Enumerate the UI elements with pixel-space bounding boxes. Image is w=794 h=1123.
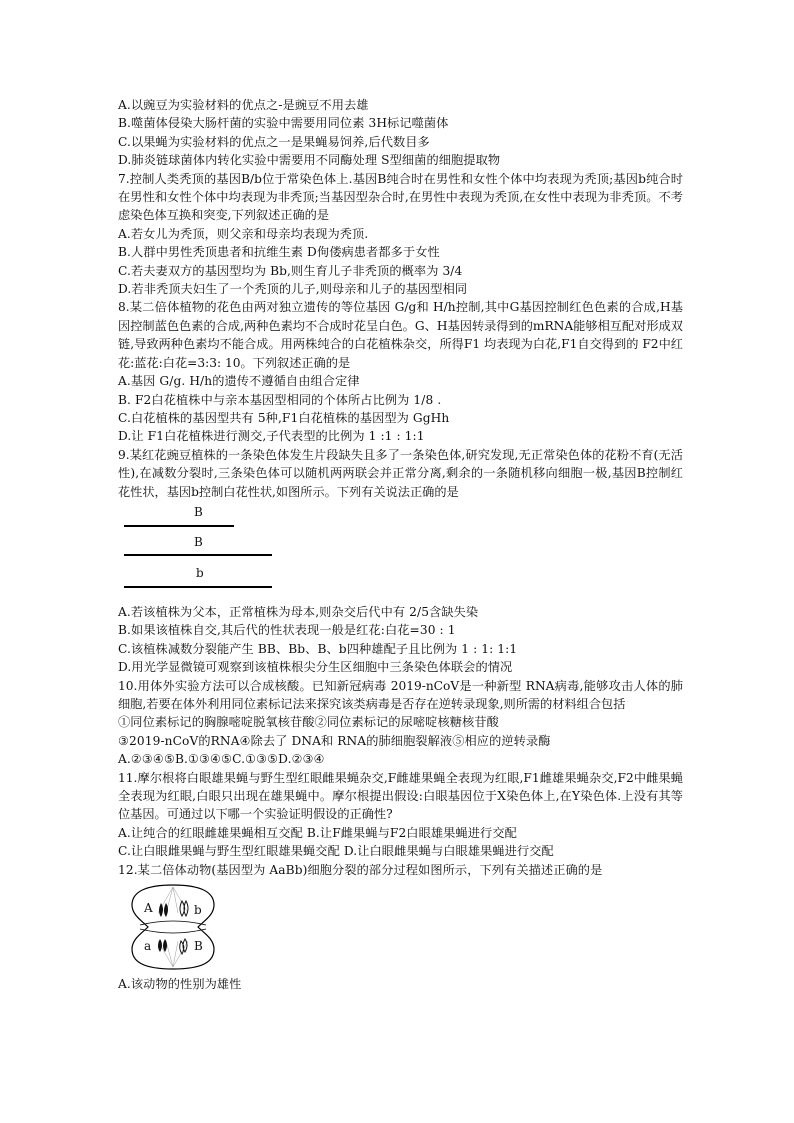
q7-option-d: D.若非秃顶夫妇生了一个秃顶的儿子,则母亲和儿子的基因型相同 — [118, 282, 468, 297]
cell-diagram — [128, 881, 218, 973]
q11-stem: 11.摩尔根将白眼雄果蝇与野生型红眼雌果蝇杂交,F雌雄果蝇全表现为红眼,F1雌雄果蝇杂交,F2中雌果蝇全表现为红眼,白眼只出现在雄果蝇中。摩尔根提出假设:白眼基因位于X染色体上,在Y染色体.上没有其等位基因。可通过以下哪一个实验证明假设的正确性? — [118, 770, 683, 822]
q7-stem: 7.控制人类秃顶的基因B/b位于常染色体上.基因B纯合时在男性和女性个体中均表现为秃顶;基因b纯合时在男性和女性个体中均表现为非秃顶;当基因型杂合时,在男性中表现为秃顶,在女性中表现为非秃顶。不考虑染色体互换和突变,下列叙述正确的是 — [118, 171, 683, 223]
q11-options-ab: A.让纯合的红眼雌雄果蝇相互交配 B.让F雌果蝇与F2白眼雄果蝇进行交配 — [118, 825, 517, 840]
chromosome-short-bar — [124, 525, 234, 527]
chromosome-figure — [118, 503, 683, 599]
exam-page — [118, 96, 683, 993]
cell-label-lower-left: a — [144, 939, 152, 954]
q12-option-a: A.该动物的性别为雄性 — [118, 977, 242, 992]
cell-label-lower-right: B — [194, 939, 203, 954]
chromosome-label-b3: b — [196, 565, 204, 580]
q7-option-a: A.若女儿为秃顶，则父亲和母亲均表现为秃顶. — [118, 226, 369, 241]
q8-option-c: C.白花植株的基因型共有 5种,F1白花植株的基因型为 GgHh — [118, 410, 450, 425]
q8-option-d: D.让 F1白花植株进行测交,子代表型的比例为 1 :1 : 1:1 — [118, 429, 425, 444]
cell-label-upper-left: A — [144, 901, 153, 916]
q8-option-a: A.基因 G/g. H/h的遗传不遵循自由组合定律 — [118, 374, 360, 389]
q7-option-c: C.若夫妻双方的基因型均为 Bb,则生育儿子非秃顶的概率为 3/4 — [118, 263, 463, 278]
q12-stem: 12.某二倍体动物(基因型为 AaBb)细胞分裂的部分过程如图所示，下列有关描述正确的是 — [118, 862, 603, 877]
q10-options: A.②③④⑤B.①③④⑤C.①③⑤D.②③④ — [118, 752, 325, 767]
q9-option-b: B.如果该植株自交,其后代的性状表现一般是红花:白花=30 : 1 — [118, 623, 456, 638]
q8-option-b: B. F2白花植株中与亲本基因型相同的个体所占比例为 1/8 . — [118, 392, 442, 407]
q9-option-c: C.该植株减数分裂能产生 BB、Bb、B、b四种雄配子且比例为 1 : 1: 1:1 — [118, 641, 518, 656]
chromosome-bar-3 — [124, 586, 272, 588]
chromosome-label-b2: B — [194, 534, 203, 549]
cell-label-upper-right: b — [194, 903, 202, 918]
q9-stem: 9.某红花豌豆植株的一条染色体发生片段缺失且多了一条染色体,研究发现,无正常染色体的花粉不育(无活性),在减数分裂时,三条染色体可以随机两两联会并正常分离,剩余的一条随机移向细胞一极,基因B控制红花性状，基因b控制白花性状,如图所示。下列有关说法正确的是 — [118, 447, 683, 499]
q9-option-a: A.若该植株为父本，正常植株为母本,则杂交后代中有 2/5含缺失染 — [118, 604, 479, 619]
q7-option-b: B.人群中男性秃顶患者和抗维生素 D佝偻病患者都多于女性 — [118, 245, 440, 260]
q10-materials-2: ③2019-nCoV的RNA④除去了 DNA和 RNA的肺细胞裂解液⑤相应的逆转录酶 — [118, 733, 551, 748]
chromosome-label-b1: B — [194, 504, 203, 519]
q6-option-b: B.噬菌体侵染大肠杆菌的实验中需要用同位素 3H标记噬菌体 — [118, 116, 449, 131]
q10-materials-1: ①同位素标记的胸腺嘧啶脱氧核苷酸②同位素标记的尿嘧啶核糖核苷酸 — [118, 715, 499, 730]
q9-option-d: D.用光学显微镜可观察到该植株根尖分生区细胞中三条染色体联会的情况 — [118, 660, 513, 675]
cell-division-figure — [128, 881, 218, 973]
q8-stem: 8.某二倍体植物的花色由两对独立遗传的等位基因 G/g和 H/h控制,其中G基因控制红色色素的合成,H基因控制蓝色色素的合成,两种色素均不合成时花呈白色。G、H基因转录得到的mRNA能够相互配对形成双链,导致两种色素均不能合成。用两株纯合的白花植株杂交，所得F1 均表现为白花,F1自交得到的 F2中红花:蓝花:白花=3:3: 10。下列叙述正确的是 — [118, 300, 683, 370]
q6-option-a: A.以豌豆为实验材料的优点之-是豌豆不用去雄 — [118, 98, 369, 112]
chromosome-bar-2 — [124, 554, 272, 556]
q10-stem: 10.用体外实验方法可以合成核酸。已知新冠病毒 2019-nCoV是一种新型 RNA病毒,能够攻击人体的肺细胞,若要在体外利用同位素标记法来探究该类病毒是否存在逆转录现象,则所需的材料组合包括 — [118, 678, 683, 711]
q11-options-cd: C.让白眼雌果蝇与野生型红眼雄果蝇交配 D.让白眼雌果蝇与白眼雄果蝇进行交配 — [118, 844, 554, 859]
q6-option-d: D.肺炎链球菌体内转化实验中需要用不同酶处理 S型细菌的细胞提取物 — [118, 153, 501, 168]
q6-option-c: C.以果蝇为实验材料的优点之一是果蝇易饲养,后代数目多 — [118, 134, 430, 149]
